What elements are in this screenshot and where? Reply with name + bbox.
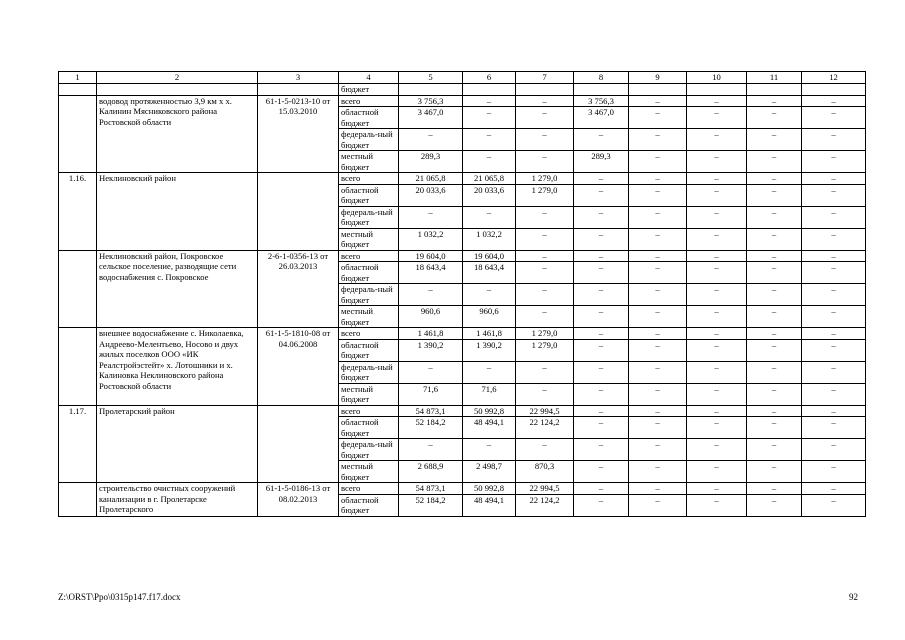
funding-source: всего [339, 250, 399, 262]
amount-cell: – [463, 107, 516, 129]
amount-cell: – [574, 483, 629, 495]
amount-cell: – [463, 439, 516, 461]
amount-cell: – [747, 206, 802, 228]
project-code [258, 405, 339, 483]
amount-cell: – [687, 439, 747, 461]
table-row [59, 483, 866, 495]
amount-cell: 48 494,1 [463, 417, 516, 439]
amount-cell: 50 992,8 [463, 405, 516, 417]
amount-cell: 289,3 [574, 151, 629, 173]
amount-cell: – [574, 173, 629, 185]
amount-cell: – [516, 228, 574, 250]
amount-cell: 2 498,7 [463, 461, 516, 483]
amount-cell: – [629, 361, 687, 383]
item-number: 1.17. [59, 405, 97, 483]
amount-cell: – [687, 262, 747, 284]
amount-cell: – [687, 107, 747, 129]
amount-cell: – [747, 339, 802, 361]
funding-source: всего [339, 95, 399, 107]
amount-cell: – [687, 250, 747, 262]
funding-source: областной бюджет [339, 339, 399, 361]
amount-cell: – [574, 129, 629, 151]
amount-cell: – [574, 328, 629, 340]
amount-cell: 1 461,8 [463, 328, 516, 340]
funding-source: федераль-ный бюджет [339, 206, 399, 228]
amount-cell: – [802, 417, 866, 439]
amount-cell: 48 494,1 [463, 494, 516, 516]
amount-cell: – [802, 383, 866, 405]
amount-cell: – [629, 405, 687, 417]
funding-source: областной бюджет [339, 262, 399, 284]
amount-cell: – [747, 383, 802, 405]
amount-cell: – [629, 417, 687, 439]
amount-cell: 54 873,1 [399, 405, 463, 417]
project-code: 2-6-1-0356-13 от 26.03.2013 [258, 250, 339, 328]
funding-source: всего [339, 405, 399, 417]
amount-cell: 52 184,2 [399, 417, 463, 439]
amount-cell: 3 756,3 [399, 95, 463, 107]
table-row [59, 405, 866, 417]
amount-cell: – [687, 184, 747, 206]
amount-cell: – [687, 417, 747, 439]
amount-cell: – [687, 95, 747, 107]
amount-cell: – [629, 206, 687, 228]
amount-cell: 1 390,2 [399, 339, 463, 361]
amount-cell: – [516, 383, 574, 405]
amount-cell: – [629, 228, 687, 250]
amount-cell: 1 461,8 [399, 328, 463, 340]
funding-source: местный бюджет [339, 228, 399, 250]
amount-cell: – [516, 262, 574, 284]
table-row [59, 84, 866, 96]
amount-cell: 1 279,0 [516, 184, 574, 206]
amount-cell: 289,3 [399, 151, 463, 173]
funding-source: федераль-ный бюджет [339, 361, 399, 383]
amount-cell: 22 124,2 [516, 417, 574, 439]
header-cell: 8 [574, 72, 629, 84]
amount-cell: 50 992,8 [463, 483, 516, 495]
amount-cell: – [802, 483, 866, 495]
budget-table [58, 71, 866, 517]
amount-cell: – [463, 95, 516, 107]
amount-cell: 21 065,8 [399, 173, 463, 185]
amount-cell: – [802, 494, 866, 516]
table-row [59, 173, 866, 185]
amount-cell: – [747, 405, 802, 417]
amount-cell: – [516, 129, 574, 151]
object-name: Пролетарский район [97, 405, 258, 483]
table-row [59, 328, 866, 340]
header-cell: 10 [687, 72, 747, 84]
amount-cell: – [802, 328, 866, 340]
amount-cell: 18 643,4 [463, 262, 516, 284]
amount-cell: – [802, 173, 866, 185]
project-code: 61-1-5-0213-10 от 15.03.2010 [258, 95, 339, 173]
funding-source: федераль-ный бюджет [339, 439, 399, 461]
amount-cell: – [629, 250, 687, 262]
amount-cell: – [574, 339, 629, 361]
amount-cell: – [516, 306, 574, 328]
table-body [59, 72, 866, 517]
amount-cell: – [463, 129, 516, 151]
funding-source: всего [339, 483, 399, 495]
header-cell: 12 [802, 72, 866, 84]
header-cell: 2 [97, 72, 258, 84]
amount-cell: – [687, 228, 747, 250]
amount-cell: 1 390,2 [463, 339, 516, 361]
amount-cell: – [747, 173, 802, 185]
object-name: строительство очистных сооружений канализации в г. Пролетарске Пролетарского [97, 483, 258, 517]
amount-cell: – [574, 262, 629, 284]
header-cell: 5 [399, 72, 463, 84]
amount-cell: – [629, 262, 687, 284]
item-number [59, 250, 97, 328]
amount-cell: 1 032,2 [463, 228, 516, 250]
amount-cell: 22 994,5 [516, 483, 574, 495]
amount-cell: – [802, 405, 866, 417]
funding-source: федераль-ный бюджет [339, 129, 399, 151]
amount-cell: – [802, 107, 866, 129]
amount-cell: – [574, 184, 629, 206]
table-cell [747, 84, 802, 96]
amount-cell: – [802, 151, 866, 173]
amount-cell: – [629, 383, 687, 405]
amount-cell: 1 032,2 [399, 228, 463, 250]
amount-cell: – [463, 284, 516, 306]
amount-cell: – [516, 95, 574, 107]
amount-cell: – [747, 107, 802, 129]
amount-cell: – [629, 306, 687, 328]
amount-cell: – [629, 129, 687, 151]
amount-cell: – [399, 129, 463, 151]
amount-cell: – [399, 439, 463, 461]
amount-cell: – [802, 439, 866, 461]
table-cell [516, 84, 574, 96]
amount-cell: – [399, 361, 463, 383]
amount-cell: 960,6 [399, 306, 463, 328]
table-row [59, 250, 866, 262]
funding-source: областной бюджет [339, 417, 399, 439]
amount-cell: 19 604,0 [399, 250, 463, 262]
table-cell [463, 84, 516, 96]
amount-cell: 54 873,1 [399, 483, 463, 495]
amount-cell: 2 688,9 [399, 461, 463, 483]
amount-cell: – [802, 306, 866, 328]
amount-cell: – [629, 494, 687, 516]
amount-cell: – [687, 461, 747, 483]
amount-cell: 3 756,3 [574, 95, 629, 107]
amount-cell: – [802, 461, 866, 483]
amount-cell: – [687, 383, 747, 405]
amount-cell: 3 467,0 [399, 107, 463, 129]
amount-cell: – [802, 361, 866, 383]
amount-cell: – [687, 306, 747, 328]
amount-cell: 1 279,0 [516, 328, 574, 340]
header-cell: 4 [339, 72, 399, 84]
amount-cell: 3 467,0 [574, 107, 629, 129]
amount-cell: – [629, 339, 687, 361]
amount-cell: – [629, 328, 687, 340]
amount-cell: – [802, 184, 866, 206]
amount-cell: – [574, 461, 629, 483]
amount-cell: – [629, 483, 687, 495]
table-cell [258, 84, 339, 96]
amount-cell: – [629, 461, 687, 483]
amount-cell: – [747, 461, 802, 483]
amount-cell: – [802, 95, 866, 107]
amount-cell: 20 033,6 [399, 184, 463, 206]
amount-cell: – [516, 206, 574, 228]
amount-cell: – [747, 250, 802, 262]
amount-cell: – [574, 284, 629, 306]
funding-source: всего [339, 173, 399, 185]
funding-source: областной бюджет [339, 107, 399, 129]
item-number [59, 95, 97, 173]
amount-cell: – [802, 228, 866, 250]
amount-cell: – [802, 129, 866, 151]
amount-cell: – [463, 151, 516, 173]
amount-cell: – [629, 173, 687, 185]
amount-cell: – [574, 405, 629, 417]
amount-cell: – [574, 494, 629, 516]
object-name: Неклиновский район, Покровское сельское поселение, разводящие сети водоснабжения с. Покровское [97, 250, 258, 328]
amount-cell: – [747, 361, 802, 383]
amount-cell: 22 124,2 [516, 494, 574, 516]
amount-cell: – [687, 361, 747, 383]
amount-cell: – [574, 228, 629, 250]
object-name: водовод протяженностью 3,9 км х х. Калинин Мясниковского района Ростовской области [97, 95, 258, 173]
header-cell: 1 [59, 72, 97, 84]
amount-cell: – [574, 383, 629, 405]
table-cell [59, 84, 97, 96]
header-cell: 7 [516, 72, 574, 84]
amount-cell: – [687, 206, 747, 228]
table-cell [629, 84, 687, 96]
amount-cell: – [463, 206, 516, 228]
amount-cell: – [629, 95, 687, 107]
amount-cell: – [747, 95, 802, 107]
amount-cell: – [802, 250, 866, 262]
amount-cell: – [574, 306, 629, 328]
project-code: 61-1-5-1810-08 от 04.06.2008 [258, 328, 339, 406]
amount-cell: – [747, 328, 802, 340]
funding-source: местный бюджет [339, 306, 399, 328]
amount-cell: 52 184,2 [399, 494, 463, 516]
page-number: 92 [849, 592, 858, 602]
header-cell: 9 [629, 72, 687, 84]
project-code: 61-1-5-0186-13 от 08.02.2013 [258, 483, 339, 517]
table-cell [399, 84, 463, 96]
amount-cell: – [747, 151, 802, 173]
header-cell: 3 [258, 72, 339, 84]
amount-cell: – [747, 494, 802, 516]
amount-cell: 18 643,4 [399, 262, 463, 284]
amount-cell: 71,6 [399, 383, 463, 405]
amount-cell: – [574, 417, 629, 439]
amount-cell: – [629, 151, 687, 173]
funding-source: местный бюджет [339, 383, 399, 405]
amount-cell: – [687, 151, 747, 173]
amount-cell: – [629, 107, 687, 129]
amount-cell: – [687, 284, 747, 306]
amount-cell: – [687, 483, 747, 495]
amount-cell: 19 604,0 [463, 250, 516, 262]
amount-cell: 1 279,0 [516, 173, 574, 185]
amount-cell: – [463, 361, 516, 383]
amount-cell: – [516, 107, 574, 129]
amount-cell: – [687, 173, 747, 185]
item-number [59, 328, 97, 406]
amount-cell: – [747, 284, 802, 306]
funding-source: федераль-ный бюджет [339, 284, 399, 306]
amount-cell: – [687, 494, 747, 516]
amount-cell: – [747, 129, 802, 151]
table-cell [687, 84, 747, 96]
object-name: Неклиновский район [97, 173, 258, 251]
amount-cell: 960,6 [463, 306, 516, 328]
amount-cell: 21 065,8 [463, 173, 516, 185]
table-cell [574, 84, 629, 96]
item-number [59, 483, 97, 517]
item-number: 1.16. [59, 173, 97, 251]
funding-source: местный бюджет [339, 151, 399, 173]
amount-cell: – [574, 250, 629, 262]
amount-cell: 22 994,5 [516, 405, 574, 417]
amount-cell: – [747, 417, 802, 439]
amount-cell: – [516, 439, 574, 461]
amount-cell: – [629, 439, 687, 461]
amount-cell: 20 033,6 [463, 184, 516, 206]
table-cell [802, 84, 866, 96]
funding-source: областной бюджет [339, 184, 399, 206]
table-header-row [59, 72, 866, 84]
amount-cell: – [802, 262, 866, 284]
amount-cell: – [687, 328, 747, 340]
amount-cell: – [747, 483, 802, 495]
document-path: Z:\ORST\Ppo\0315p147.f17.docx [58, 592, 181, 602]
table-cell [97, 84, 258, 96]
amount-cell: – [574, 206, 629, 228]
amount-cell: – [747, 262, 802, 284]
header-cell: 6 [463, 72, 516, 84]
amount-cell: – [802, 206, 866, 228]
table-row [59, 95, 866, 107]
amount-cell: – [516, 151, 574, 173]
amount-cell: 71,6 [463, 383, 516, 405]
amount-cell: 870,3 [516, 461, 574, 483]
amount-cell: – [747, 439, 802, 461]
amount-cell: – [399, 284, 463, 306]
amount-cell: – [687, 129, 747, 151]
amount-cell: – [802, 284, 866, 306]
header-cell: 11 [747, 72, 802, 84]
table-cell: бюджет [339, 84, 399, 96]
funding-source: областной бюджет [339, 494, 399, 516]
amount-cell: – [399, 206, 463, 228]
amount-cell: – [574, 361, 629, 383]
amount-cell: – [802, 339, 866, 361]
amount-cell: – [747, 184, 802, 206]
amount-cell: – [574, 439, 629, 461]
funding-source: местный бюджет [339, 461, 399, 483]
amount-cell: – [516, 250, 574, 262]
amount-cell: – [747, 228, 802, 250]
amount-cell: 1 279,0 [516, 339, 574, 361]
amount-cell: – [629, 184, 687, 206]
object-name: внешнее водоснабжение с. Николаевка, Андреево-Мелентьево, Носово и двух жилых поселков ООО «ИК Реалстройэстейт» х. Лотошники и х. Калиновка Неклиновского района Ростовской области [97, 328, 258, 406]
project-code [258, 173, 339, 251]
amount-cell: – [687, 339, 747, 361]
amount-cell: – [516, 361, 574, 383]
amount-cell: – [747, 306, 802, 328]
amount-cell: – [629, 284, 687, 306]
funding-source: всего [339, 328, 399, 340]
amount-cell: – [687, 405, 747, 417]
amount-cell: – [516, 284, 574, 306]
